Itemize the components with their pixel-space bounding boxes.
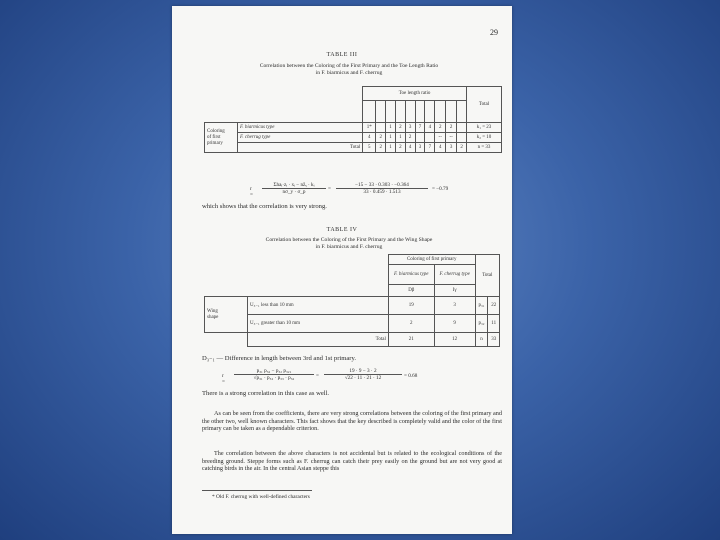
table4-col2: F. cherrug type xyxy=(434,265,475,285)
table3-conclusion: which shows that the correlation is very strong. xyxy=(202,203,327,210)
table4-coloring-header: Coloring of first primary xyxy=(388,255,475,265)
table4-row-group: Wing shape xyxy=(205,297,248,333)
table3-caption-line1: Correlation between the Coloring of the First Primary and the Toe Length Ratio xyxy=(259,63,439,69)
table4-row-label: U₃₋₁ less than 10 mm xyxy=(248,297,389,315)
table3-caption xyxy=(194,63,504,77)
table3-title: TABLE III xyxy=(326,52,358,58)
table4-caption-line2: in F. biarmicus and F. cherrug xyxy=(315,244,383,250)
table4-definition: D₃₋₁ — Difference in length between 3rd and 1st primary. xyxy=(202,355,357,362)
table4-title: TABLE IV xyxy=(326,227,358,233)
page-number: 29 xyxy=(490,28,498,37)
table3-toe-header: Toe length ratio xyxy=(363,87,467,101)
table4: Coloring of first primary Total F. biarmicus type F. cherrug type Dβ Iγ Wing shape U₃₋₁ less than 10 mm 19 3 p₃₁ 22 U₃₋₁ greater than 10 mm 2 9 p₃₂ 11 Total 21 12 n 33 xyxy=(204,254,500,347)
table4-caption xyxy=(194,237,504,251)
table4-row-label: Total xyxy=(248,333,389,347)
table4-col1: F. biarmicus type xyxy=(388,265,434,285)
table3-row-label: F. cherrug type xyxy=(238,133,363,143)
table4-conclusion: There is a strong correlation in this case as well. xyxy=(202,390,330,397)
table4-total-header: Total xyxy=(475,255,499,297)
table4-caption-line1: Correlation between the Coloring of the First Primary and the Wing Shape xyxy=(265,237,433,243)
footnote: * Old F. cherrug with well-defined characters xyxy=(212,494,310,500)
paper-page: 29 TABLE III Correlation between the Coloring of the First Primary and the Toe Length Ratio in F. biarmicus and F. cherrug Toe length ratio Total Coloring of first primary F. biarmicus type 1* 1 2 3 7 4 2 2 k₁ = 23 F. cherrug type 4 2 1 1 2 -- -- k₂ = 10 Total 5 2 1 2 4 3 7 4 3 2 n = 33 r = Σhaᵢ·zᵢ · xᵢ − nz̄ᵧ · kᵢ nσ_y · σ_p = −15 − 33 · 0.303 · −0.364 33 · 0.459 · 1.513 = −0.79 which shows that the correlation is very strong. TABLE IV Correlation between the Coloring of the First Primary and the Wing Shape in F. biarmicus and F. cherrug Coloring of first primary Total F. biarmicus type F. cherrug type Dβ Iγ Wing shape U₃₋₁ less than 10 mm 19 3 p₃₁ 22 U₃₋₁ greater than 10 mm 2 9 p₃₂ 11 Total 21 12 n 33 D₃₋₁ — Difference in length between 3rd and 1st primary. r = p₃₁ p₃₂ − p₃₂ p₃₂₁ √p₃₁ · p₃₂ · p₃₃ · p₃₂ = 19 · 9 − 3 · 2 √22 · 11 · 21 · 12 = 0.68 There is a strong correlation in this case as well. As can be seen from the coefficients, there are very strong correlations between the coloring of the first primary and the other two, well known characters. This fact shows that the key described is completely valid and the color of the first primary can be taken as a dependable criterion. The correlation between the above characters is not accidental but is related to the ecological conditions of the breeding ground. Steppe forms such as F. cherrug can catch their prey easily on the ground but are not very good at catching birds in the air. In the central Asian steppe this * Old F. cherrug with well-defined characters xyxy=(172,6,512,534)
table3-total-header: Total xyxy=(467,87,502,123)
table3-caption-line2: in F. biarmicus and F. cherrug xyxy=(315,70,383,76)
table3-row-group: Coloring of first primary xyxy=(205,123,238,153)
table3: Toe length ratio Total Coloring of first primary F. biarmicus type 1* 1 2 3 7 4 2 2 k₁ = 23 F. cherrug type 4 2 1 1 2 -- -- k₂ = 10 Total 5 2 1 2 4 3 7 4 3 2 n = 33 xyxy=(204,86,502,153)
table3-row-label: F. biarmicus type xyxy=(238,123,363,133)
paragraph-2: The correlation between the above characters is not accidental but is related to the ecological conditions of the breeding ground. Steppe forms such as F. cherrug can catch their prey easily on the ground but are not very good at catching birds in the air. In the central Asian steppe this xyxy=(202,450,502,473)
table3-row-label: Total xyxy=(238,143,363,153)
paragraph-1: As can be seen from the coefficients, there are very strong correlations between the coloring of the first primary and the other two, well known characters. This fact shows that the key described is completely valid and the color of the first primary can be taken as a dependable criterion. xyxy=(202,410,502,433)
table4-row-label: U₃₋₁ greater than 10 mm xyxy=(248,315,389,333)
